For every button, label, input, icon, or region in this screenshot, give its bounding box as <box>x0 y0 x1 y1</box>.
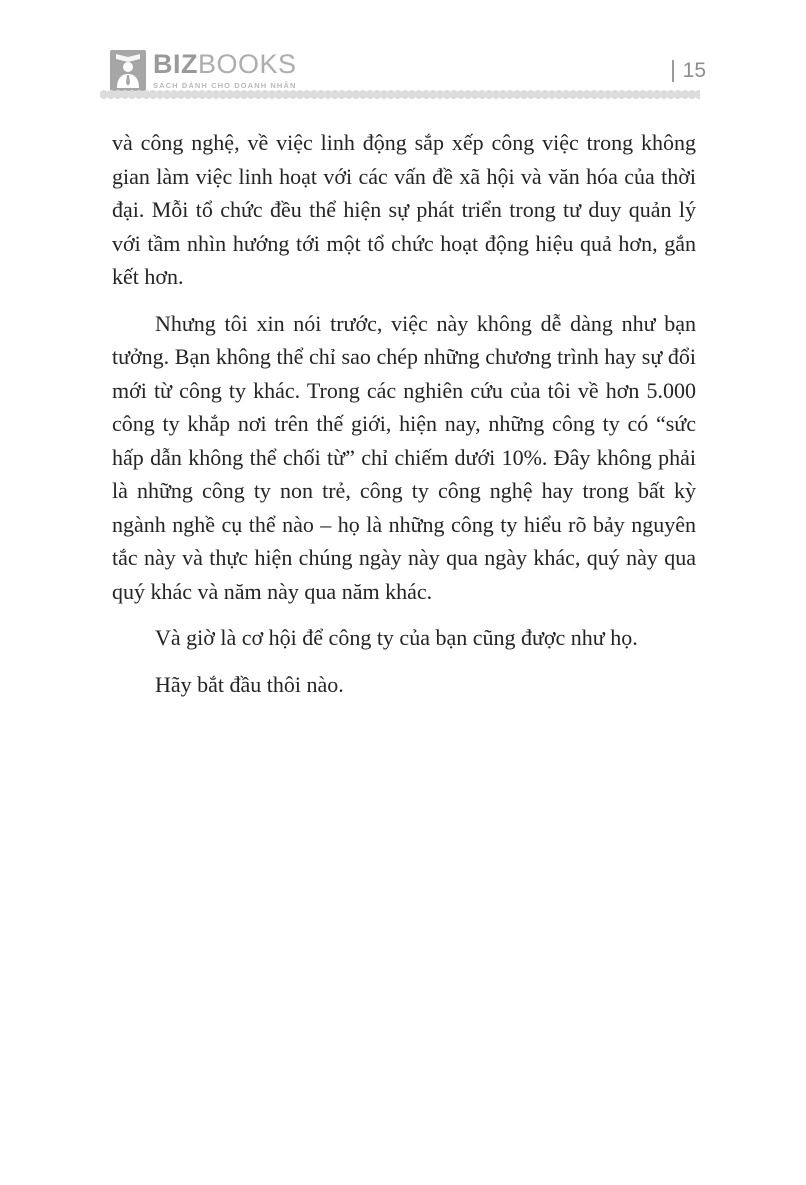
paragraph: Và giờ là cơ hội để công ty của bạn cũng được như họ. <box>155 625 638 650</box>
brand-tagline: SÁCH DÀNH CHO DOANH NHÂN <box>153 81 297 90</box>
brand-name <box>153 50 297 78</box>
page-body-text <box>112 126 696 714</box>
bizbooks-person-icon <box>110 50 146 91</box>
brand-books: BOOKS <box>198 49 297 79</box>
paragraph: Nhưng tôi xin nói trước, việc này không dễ dàng như bạn tưởng. Bạn không thể chỉ sao chép những chương trình hay sự đổi mới từ công ty khác. Trong các nghiên cứu của tôi về hơn 5.000 công ty khắp nơi trên thế giới, hiện nay, những công ty có “sức hấp dẫn không thể chối từ” chỉ chiếm dưới 10%. Đây không phải là những công ty non trẻ, công ty công nghệ hay trong bất kỳ ngành nghề cụ thể nào – họ là những công ty hiểu rõ bảy nguyên tắc này và thực hiện chúng ngày này qua ngày khác, quý này qua quý khác và năm này qua năm khác. <box>112 310 696 604</box>
paragraph: và công nghệ, về việc linh động sắp xếp công việc trong không gian làm việc linh hoạt với các vấn đề xã hội và văn hóa của thời đại. Mỗi tổ chức đều thể hiện sự phát triển trong tư duy quản lý với tầm nhìn hướng tới một tổ chức hoạt động hiệu quả hơn, gắn kết hơn. <box>112 130 696 289</box>
paragraph: Hãy bắt đầu thôi nào. <box>155 671 344 697</box>
page-number: 15 <box>672 60 706 82</box>
bizbooks-logo <box>110 50 297 91</box>
brand-biz: BIZ <box>153 49 198 79</box>
logo-text <box>153 50 297 90</box>
scalloped-divider <box>100 90 700 99</box>
